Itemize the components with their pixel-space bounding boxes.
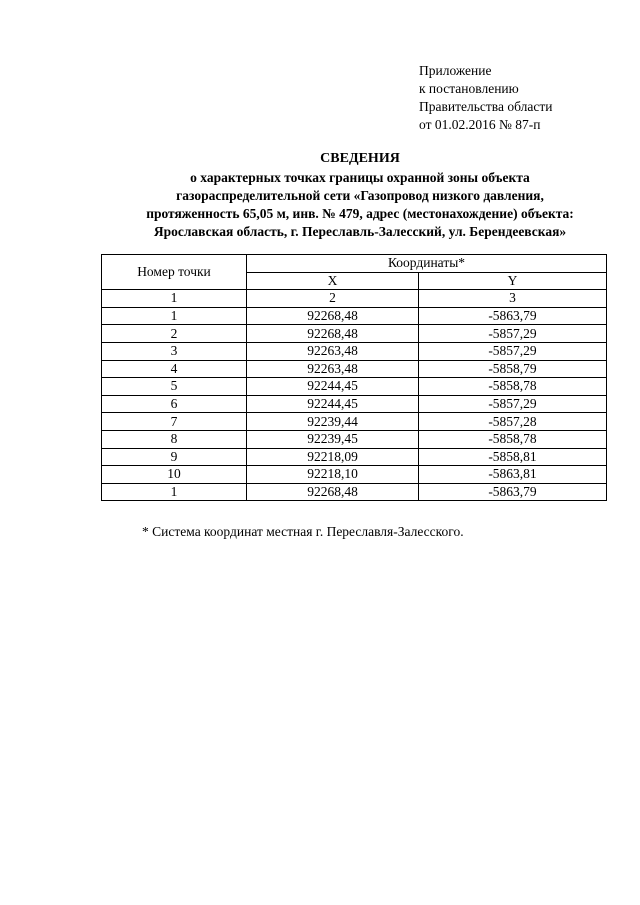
- point-cell: 10: [102, 466, 247, 484]
- y-cell: -5857,29: [419, 342, 607, 360]
- x-cell: 92239,44: [247, 413, 419, 431]
- table-row: [102, 342, 607, 360]
- title-line: газораспределительной сети «Газопровод низкого давления,: [176, 188, 544, 203]
- table-row: [102, 325, 607, 343]
- table-row: [102, 360, 607, 378]
- table-row: [102, 395, 607, 413]
- header-y: Y: [419, 272, 607, 290]
- table-row: [102, 483, 607, 501]
- point-cell: 4: [102, 360, 247, 378]
- table-row: [102, 413, 607, 431]
- title-line: протяженность 65,05 м, инв. № 479, адрес (местонахождение) объекта:: [146, 206, 574, 221]
- x-cell: 92263,48: [247, 360, 419, 378]
- y-cell: -5863,79: [419, 483, 607, 501]
- y-cell: -5858,81: [419, 448, 607, 466]
- table-row: [102, 378, 607, 396]
- x-cell: 92244,45: [247, 378, 419, 396]
- x-cell: 92218,09: [247, 448, 419, 466]
- x-cell: 92263,48: [247, 342, 419, 360]
- appendix-line: Правительства области: [419, 99, 553, 114]
- y-cell: -5863,81: [419, 466, 607, 484]
- table-row: [102, 307, 607, 325]
- point-cell: 3: [102, 342, 247, 360]
- document-title: [60, 150, 640, 241]
- x-cell: 92268,48: [247, 483, 419, 501]
- point-cell: 2: [102, 325, 247, 343]
- point-cell: 1: [102, 483, 247, 501]
- header-x: X: [247, 272, 419, 290]
- column-number: 1: [102, 290, 247, 308]
- y-cell: -5858,78: [419, 378, 607, 396]
- x-cell: 92218,10: [247, 466, 419, 484]
- y-cell: -5858,78: [419, 430, 607, 448]
- appendix-line: Приложение: [419, 63, 492, 78]
- point-cell: 9: [102, 448, 247, 466]
- y-cell: -5863,79: [419, 307, 607, 325]
- footnote: * Система координат местная г. Переславля-Залесского.: [142, 524, 464, 539]
- column-number: 3: [419, 290, 607, 308]
- title-line: Ярославская область, г. Переславль-Залесский, ул. Берендеевская»: [153, 224, 567, 239]
- x-cell: 92244,45: [247, 395, 419, 413]
- point-cell: 8: [102, 430, 247, 448]
- point-cell: 5: [102, 378, 247, 396]
- title-line: о характерных точках границы охранной зоны объекта: [190, 170, 530, 185]
- point-cell: 1: [102, 307, 247, 325]
- header-point-number: Номер точки: [102, 255, 247, 290]
- table-row: [102, 448, 607, 466]
- table-row: [102, 466, 607, 484]
- y-cell: -5858,79: [419, 360, 607, 378]
- appendix-block: [419, 62, 552, 134]
- y-cell: -5857,28: [419, 413, 607, 431]
- title-heading: СВЕДЕНИЯ: [320, 151, 400, 166]
- table-row: [102, 430, 607, 448]
- coordinates-table: [101, 254, 607, 501]
- point-cell: 6: [102, 395, 247, 413]
- appendix-line: к постановлению: [419, 81, 519, 96]
- appendix-line: от 01.02.2016 № 87-п: [419, 117, 541, 132]
- y-cell: -5857,29: [419, 395, 607, 413]
- header-coordinates: Координаты*: [247, 255, 607, 273]
- point-cell: 7: [102, 413, 247, 431]
- y-cell: -5857,29: [419, 325, 607, 343]
- x-cell: 92239,45: [247, 430, 419, 448]
- column-number: 2: [247, 290, 419, 308]
- x-cell: 92268,48: [247, 307, 419, 325]
- x-cell: 92268,48: [247, 325, 419, 343]
